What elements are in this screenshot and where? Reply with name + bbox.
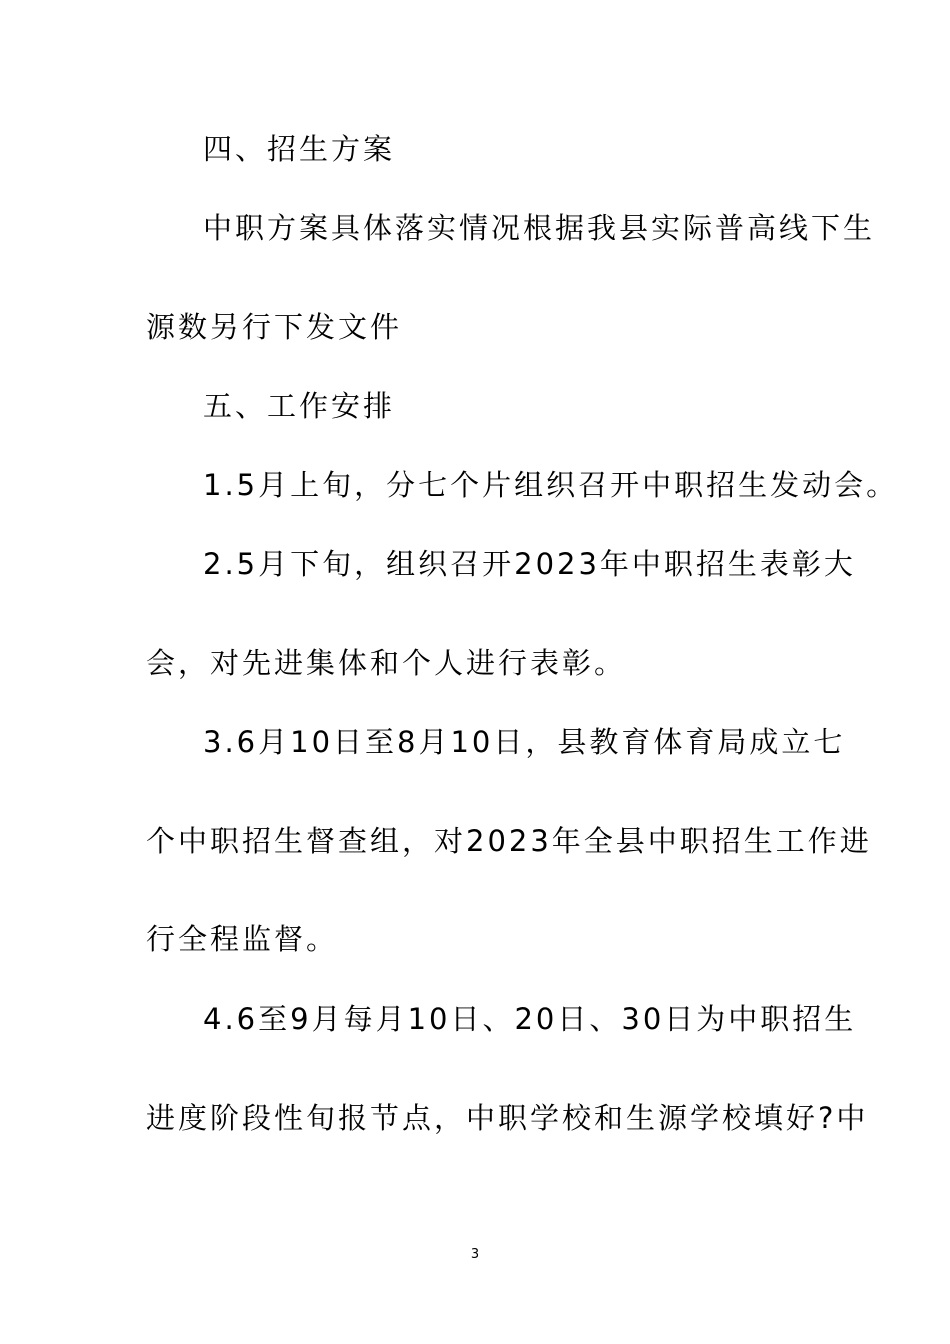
paragraph-line: 进度阶段性旬报节点，中职学校和生源学校填好?中 [146,1101,869,1135]
section-heading-work-arrangement: 五、工作安排 [203,389,396,423]
paragraph-line: 3.6月10日至8月10日，县教育体育局成立七 [203,725,846,759]
paragraph-line: 2.5月下旬，组织召开2023年中职招生表彰大 [203,547,856,581]
paragraph-line: 1.5月上旬，分七个片组织召开中职招生发动会。 [203,468,899,502]
paragraph-line: 源数另行下发文件 [146,310,403,344]
section-heading-admission-plan: 四、招生方案 [203,132,396,166]
paragraph-line: 4.6至9月每月10日、20日、30日为中职招生 [203,1002,857,1036]
paragraph-line: 会，对先进集体和个人进行表彰。 [146,646,627,680]
paragraph-line: 个中职招生督查组，对2023年全县中职招生工作进 [146,824,872,858]
paragraph-line: 行全程监督。 [146,922,339,956]
page-number: 3 [470,1247,480,1262]
paragraph-line: 中职方案具体落实情况根据我县实际普高线下生 [203,211,876,245]
